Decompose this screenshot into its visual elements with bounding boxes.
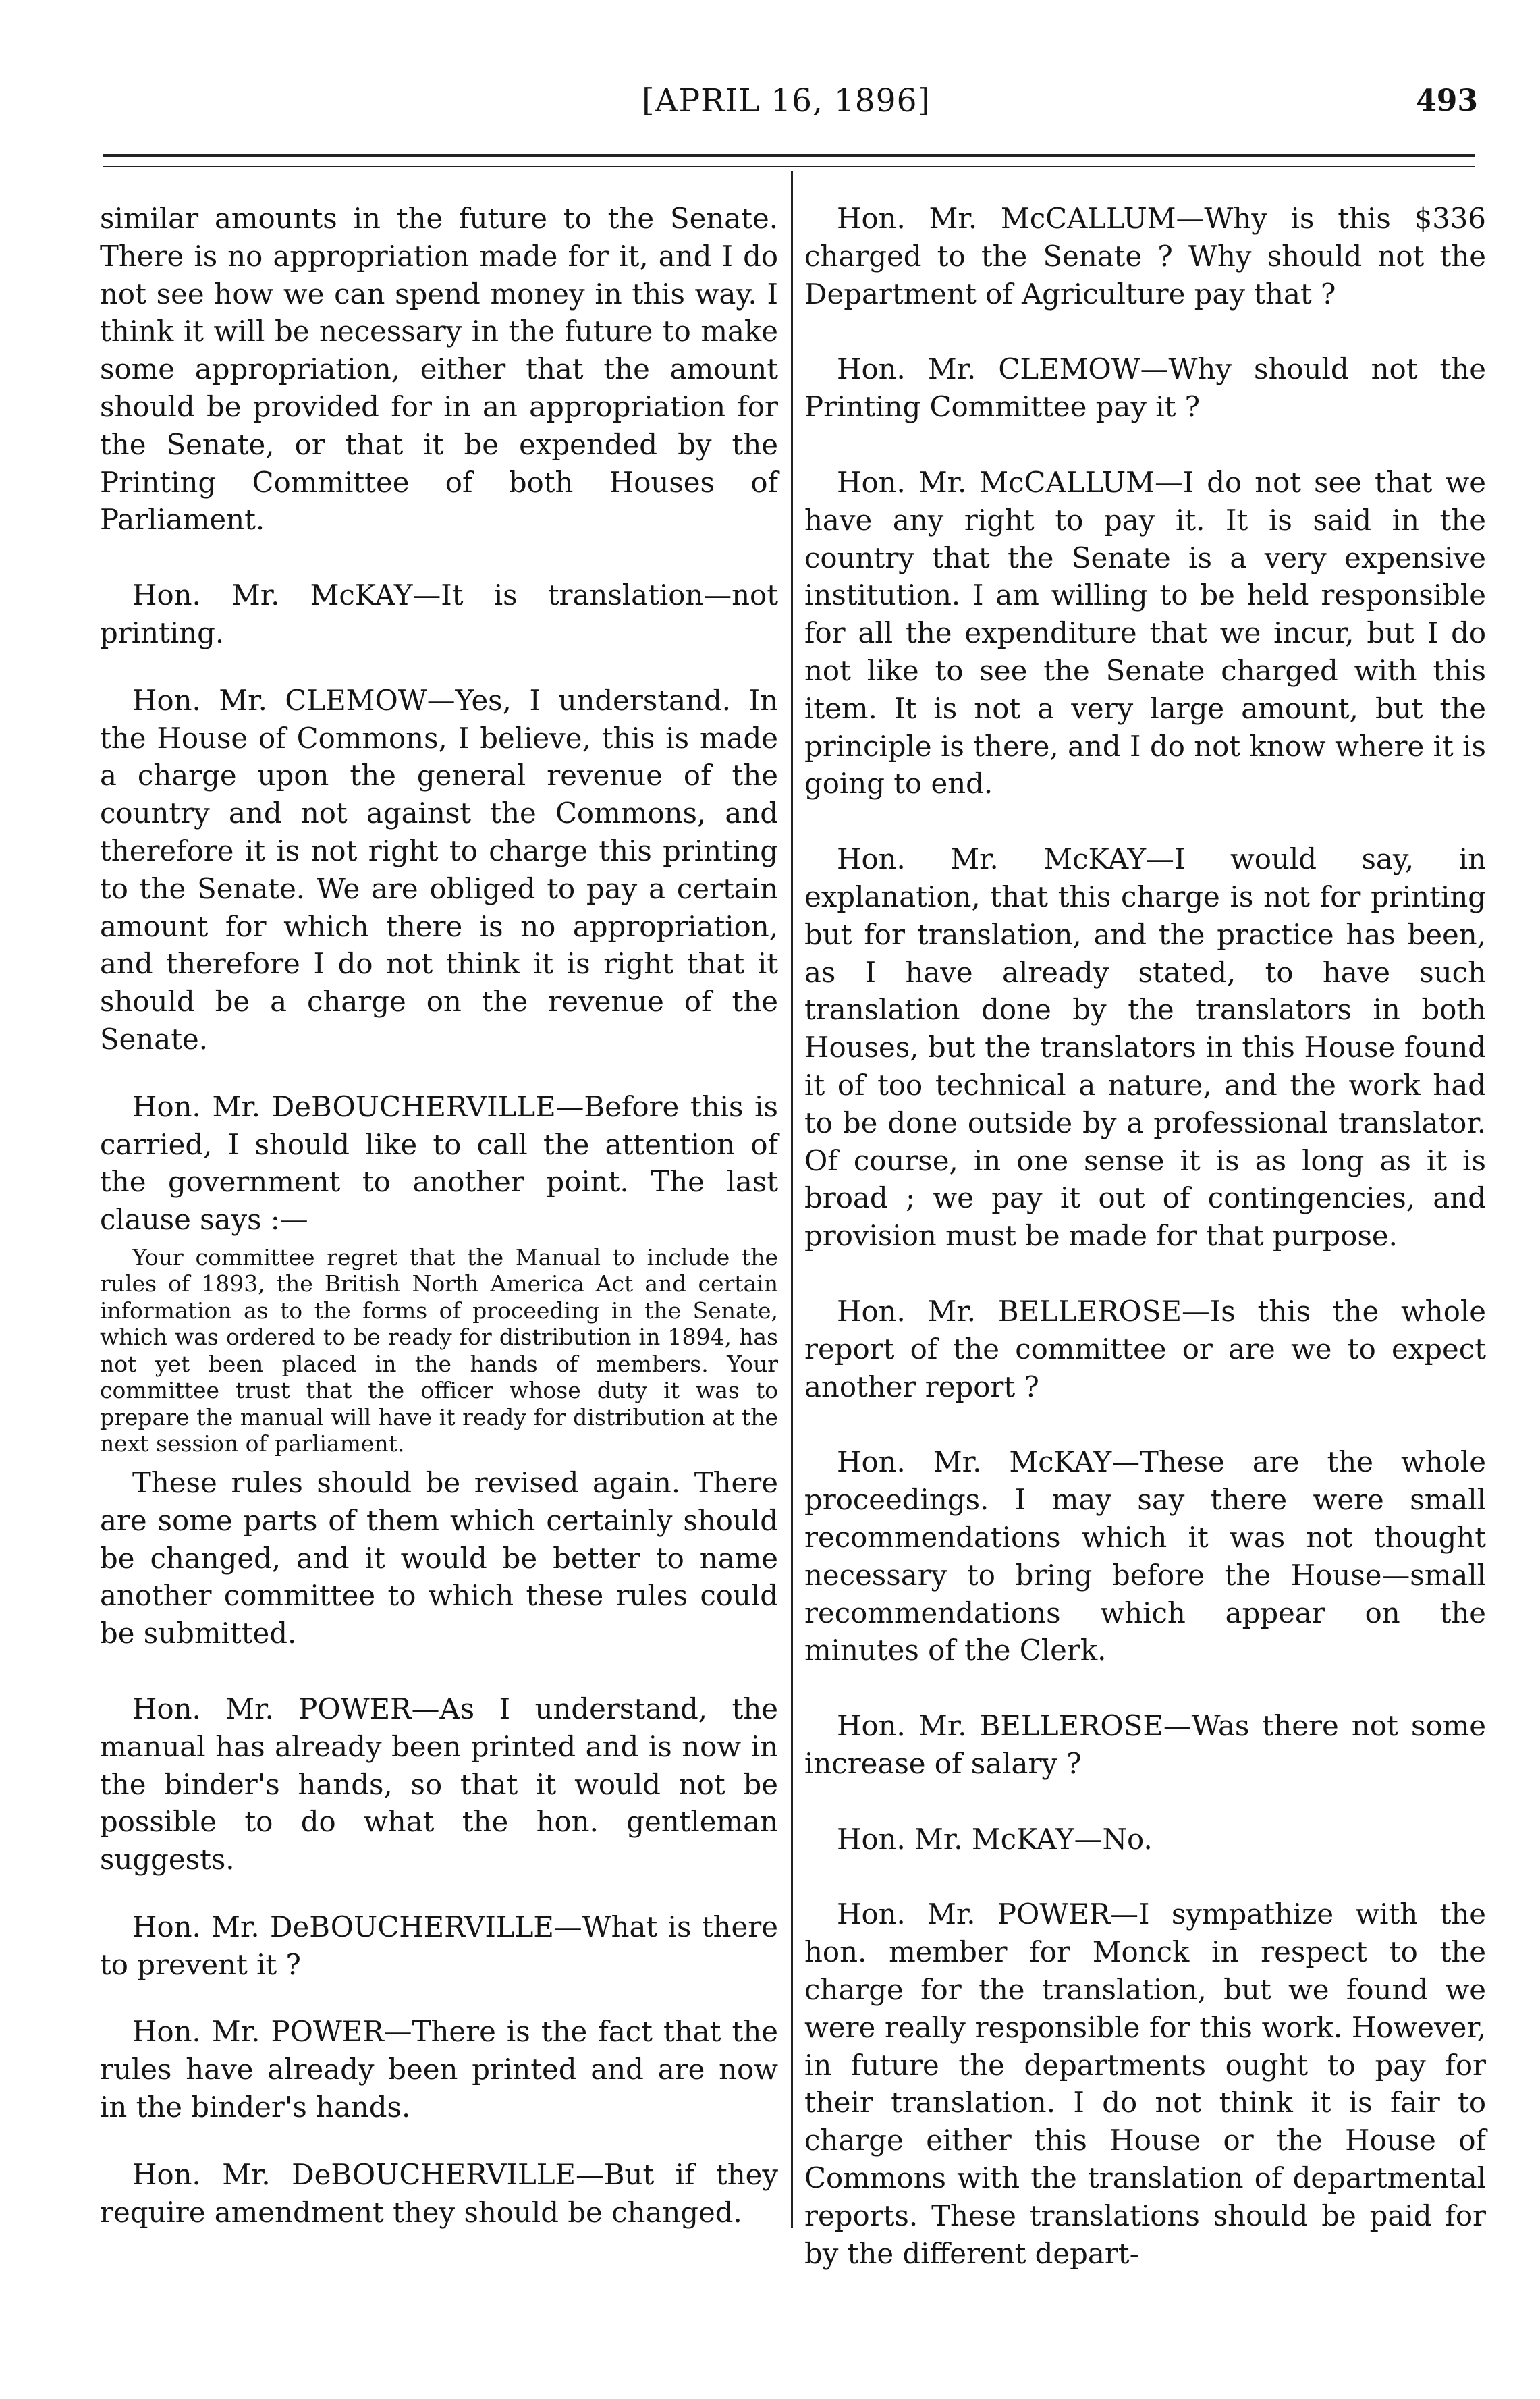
paragraph: Hon. Mr. DeBOUCHERVILLE—But if they require amendment they should be changed. [100,2157,778,2229]
quoted-report-clause: Your committee regret that the Manual to include the rules of 1893, the British North America Act and certain information as to the forms of proceeding in the Senate, which was ordered to be ready for distribution in 1894, has not yet been placed in the hands of members. Your committee trust that the officer whose duty it was to prepare the manual will have it ready for distribution at the next session of parliament. [100,1243,778,1457]
paragraph: These rules should be revised again. There are some parts of them which certainly should be changed, and it would be better to name another committee to which these rules could be submitted. [100,1465,778,1650]
paragraph: Hon. Mr. McKAY—I would say, in explanation, that this charge is not for printing but for translation, and the practice has been, as I have already stated, to have such translation done by the translators in both Houses, but the translators in this House found it of too technical a nature, and the work had to be done outside by a professional translator. Of course, in one sense it is as long as it is broad ; we pay it out of contingencies, and provision must be made for that purpose. [804,842,1486,1253]
page-header [94,82,1478,130]
header-rule-thin [103,166,1475,167]
paragraph: Hon. Mr. POWER—As I understand, the manual has already been printed and is now in the binder's hands, so that it would not be possible to do what the hon. gentleman suggests. [100,1692,778,1877]
paragraph: Hon. Mr. DeBOUCHERVILLE—Before this is carried, I should like to call the attention of the government to another point. The last clause says :— [100,1089,778,1237]
paragraph: Hon. Mr. McCALLUM—I do not see that we have any right to pay it. It is said in the country that the Senate is a very expensive institution. I am willing to be held responsible for all the expenditure that we incur, but I do not like to see the Senate charged with this item. It is not a very large amount, but the principle is there, and I do not know where it is going to end. [804,465,1486,801]
left-column [100,200,778,2231]
paragraph: Hon. Mr. McKAY—These are the whole proceedings. I may say there were small recommendations which it was not thought necessary to bring before the House—small recommendations which appear on the minutes of the Clerk. [804,1445,1486,1667]
paragraph: Hon. Mr. BELLEROSE—Is this the whole report of the committee or are we to expect another report ? [804,1294,1486,1403]
paragraph: Hon. Mr. DeBOUCHERVILLE—What is there to prevent it ? [100,1910,778,1981]
paragraph: Hon. Mr. McKAY—No. [837,1822,1153,1856]
paragraph: Hon. Mr. POWER—I sympathize with the hon. member for Monck in respect to the charge for the translation, but we found we were really responsible for this work. However, in future the departments ought to pay for their translation. I do not think it is fair to charge either this House or the House of Commons with the translation of departmental reports. These translations should be paid for by the different depart- [804,1897,1486,2270]
paragraph: Hon. Mr. McCALLUM—Why is this $336 charged to the Senate ? Why should not the Department of Agriculture pay that ? [804,202,1486,311]
header-date: [APRIL 16, 1896] [642,82,931,119]
right-column [804,200,1486,2272]
column-divider [791,171,793,2228]
paragraph: Hon. Mr. McKAY—It is translation—not printing. [100,578,778,649]
page-number: 493 [1416,84,1478,118]
paragraph: Hon. Mr. POWER—There is the fact that the rules have already been printed and are now in the binder's hands. [100,2015,778,2124]
paragraph: Hon. Mr. BELLEROSE—Was there not some increase of salary ? [804,1709,1486,1780]
paragraph: similar amounts in the future to the Senate. There is no appropriation made for it, and I do not see how we can spend money in this way. I think it will be necessary in the future to make some appropriation, either that the amount should be provided for in an appropriation for the Senate, or that it be expended by the Printing Committee of both Houses of Parliament. [100,202,778,537]
header-rule-thick [103,154,1475,157]
paragraph: Hon. Mr. CLEMOW—Yes, I understand. In the House of Commons, I believe, this is made a charge upon the general revenue of the country and not against the Commons, and therefore it is not right to charge this printing to the Senate. We are obliged to pay a certain amount for which there is no appropriation, and therefore I do not think it is right that it should be a charge on the revenue of the Senate. [100,683,778,1056]
paragraph: Hon. Mr. CLEMOW—Why should not the Printing Committee pay it ? [804,352,1486,424]
